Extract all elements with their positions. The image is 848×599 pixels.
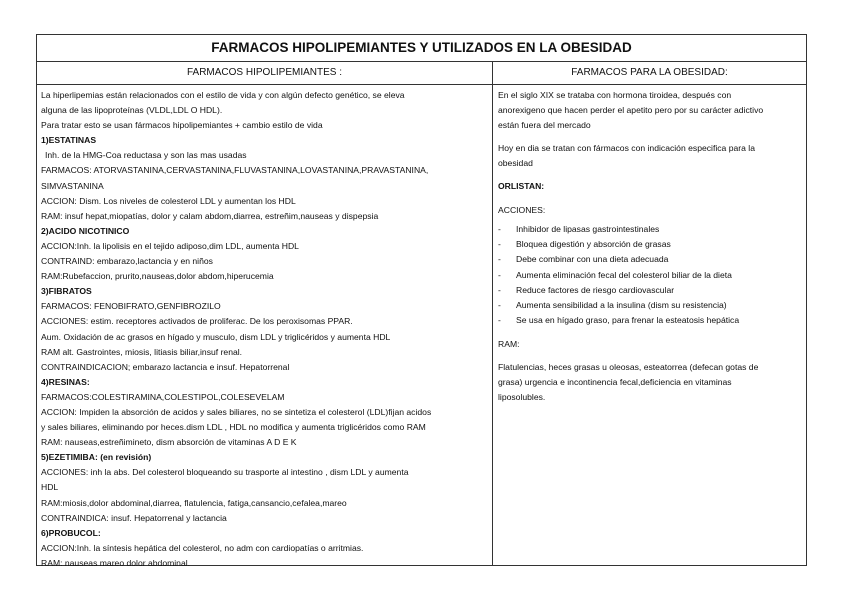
text-line: RAM:miosis,dolor abdominal,diarrea, flatulencia, fatiga,cansancio,cefalea,mareo (41, 497, 347, 508)
section-heading: 1)ESTATINAS (41, 135, 97, 146)
text-line: RAM:Rubefaccion, prurito,nauseas,dolor abdom,hiperucemia (41, 271, 274, 282)
section-heading: 5)EZETIMIBA: (en revisión) (41, 452, 152, 463)
intro-line: están fuera del mercado (498, 120, 591, 131)
hipolipemiantes-column (37, 85, 493, 568)
text-line: Inh. de la HMG-Coa reductasa y son las mas usadas (45, 150, 247, 161)
text-line: ACCIONES: inh la abs. Del colesterol bloqueando su trasporte al intestino , dism LDL y aumenta (41, 467, 409, 478)
column-headers (37, 62, 806, 85)
list-item: - Aumenta eliminación fecal del colesterol biliar de la dieta (498, 268, 800, 283)
text-line: ACCION:Inh. la lipolisis en el tejido adiposo,dim LDL, aumenta HDL (41, 240, 299, 251)
intro-line: Hoy en dia se tratan con fármacos con indicación especifica para la (498, 143, 755, 154)
drug-heading: ORLISTAN: (498, 181, 545, 192)
section-heading: 2)ACIDO NICOTINICO (41, 225, 130, 236)
page-title: FARMACOS HIPOLIPEMIANTES Y UTILIZADOS EN LA OBESIDAD (37, 35, 806, 62)
text-line: ACCION: Impiden la absorción de acidos y sales biliares, no se sintetiza el colesterol (LDL)fijan acidos (41, 406, 432, 417)
list-item: - Aumenta sensibilidad a la insulina (dism su resistencia) (498, 298, 800, 313)
ram-label: RAM: (498, 338, 520, 349)
text-line: CONTRAINDICA: insuf. Hepatorrenal y lactancia (41, 512, 227, 523)
text-line: Para tratar esto se usan fármacos hipolipemiantes + cambio estilo de vida (41, 120, 323, 131)
ram-line: grasa) urgencia e incontinencia fecal,deficiencia en vitaminas (498, 376, 732, 387)
section-heading: 6)PROBUCOL: (41, 527, 101, 538)
text-line: ACCION:Inh. la síntesis hepática del colesterol, no adm con cardiopatías o arritmias. (41, 542, 364, 553)
text-line: RAM: nauseas mareo dolor abdominal. (41, 557, 191, 568)
text-line: RAM alt. Gastrointes, miosis, litiasis biliar,insuf renal. (41, 346, 243, 357)
text-line: FARMACOS: ATORVASTANINA,CERVASTANINA,FLUVASTANINA,LOVASTANINA,PRAVASTANINA, (41, 165, 429, 176)
text-line: y sales biliares, eliminando por heces.dism LDL , HDL no modifica y aumenta triglicéridos como RAM (41, 422, 426, 433)
text-line: ACCION: Dism. Los niveles de colesterol LDL y aumentan los HDL (41, 195, 296, 206)
text-line: FARMACOS: FENOBIFRATO,GENFIBROZILO (41, 301, 221, 312)
text-line: Aum. Oxidación de ac grasos en hígado y musculo, dism LDL y triglicéridos y aumenta HDL (41, 331, 391, 342)
text-line: ACCIONES: estim. receptores activados de proliferac. De los peroxisomas PPAR. (41, 316, 353, 327)
text-line: CONTRAINDICACION; embarazo lactancia e insuf. Hepatorrenal (41, 361, 290, 372)
document-table (36, 34, 807, 566)
text-line: FARMACOS:COLESTIRAMINA,COLESTIPOL,COLESEVELAM (41, 391, 285, 402)
intro-line: anorexigeno que hacen perder el apetito pero por su carácter adictivo (498, 105, 764, 116)
section-heading: 4)RESINAS: (41, 376, 90, 387)
ram-line: Flatulencias, heces grasas u oleosas, esteatorrea (defecan gotas de (498, 361, 759, 372)
text-line: La hiperlipemias están relacionados con el estilo de vida y con algún defecto genético, se eleva (41, 90, 405, 100)
list-item: - Debe combinar con una dieta adecuada (498, 252, 800, 267)
text-line: CONTRAIND: embarazo,lactancia y en niños (41, 256, 213, 267)
text-line: RAM: insuf hepat,miopatías, dolor y calam abdom,diarrea, estreñim,nauseas y dispepsia (41, 210, 379, 221)
list-item: - Bloquea digestión y absorción de grasas (498, 237, 800, 252)
text-line: SIMVASTANINA (41, 180, 104, 191)
text-line: HDL (41, 482, 59, 493)
list-item: - Se usa en hígado graso, para frenar la esteatosis hepática (498, 313, 800, 328)
section-heading: 3)FIBRATOS (41, 286, 92, 297)
table-body (37, 85, 806, 568)
list-item: - Inhibidor de lipasas gastrointestinales (498, 222, 800, 237)
left-column-header: FARMACOS HIPOLIPEMIANTES : (37, 62, 493, 84)
intro-line: obesidad (498, 158, 533, 169)
acciones-label: ACCIONES: (498, 204, 546, 215)
acciones-list (498, 222, 800, 329)
intro-line: En el siglo XIX se trataba con hormona tiroidea, después con (498, 90, 732, 100)
text-line: RAM: nauseas,estreñimineto, dism absorción de vitaminas A D E K (41, 437, 297, 448)
text-line: alguna de las lipoproteínas (VLDL,LDL O HDL). (41, 105, 223, 116)
list-item: - Reduce factores de riesgo cardiovascular (498, 283, 800, 298)
ram-line: liposolubles. (498, 392, 546, 403)
right-column-header: FARMACOS PARA LA OBESIDAD: (571, 67, 728, 78)
obesidad-column (493, 85, 806, 565)
